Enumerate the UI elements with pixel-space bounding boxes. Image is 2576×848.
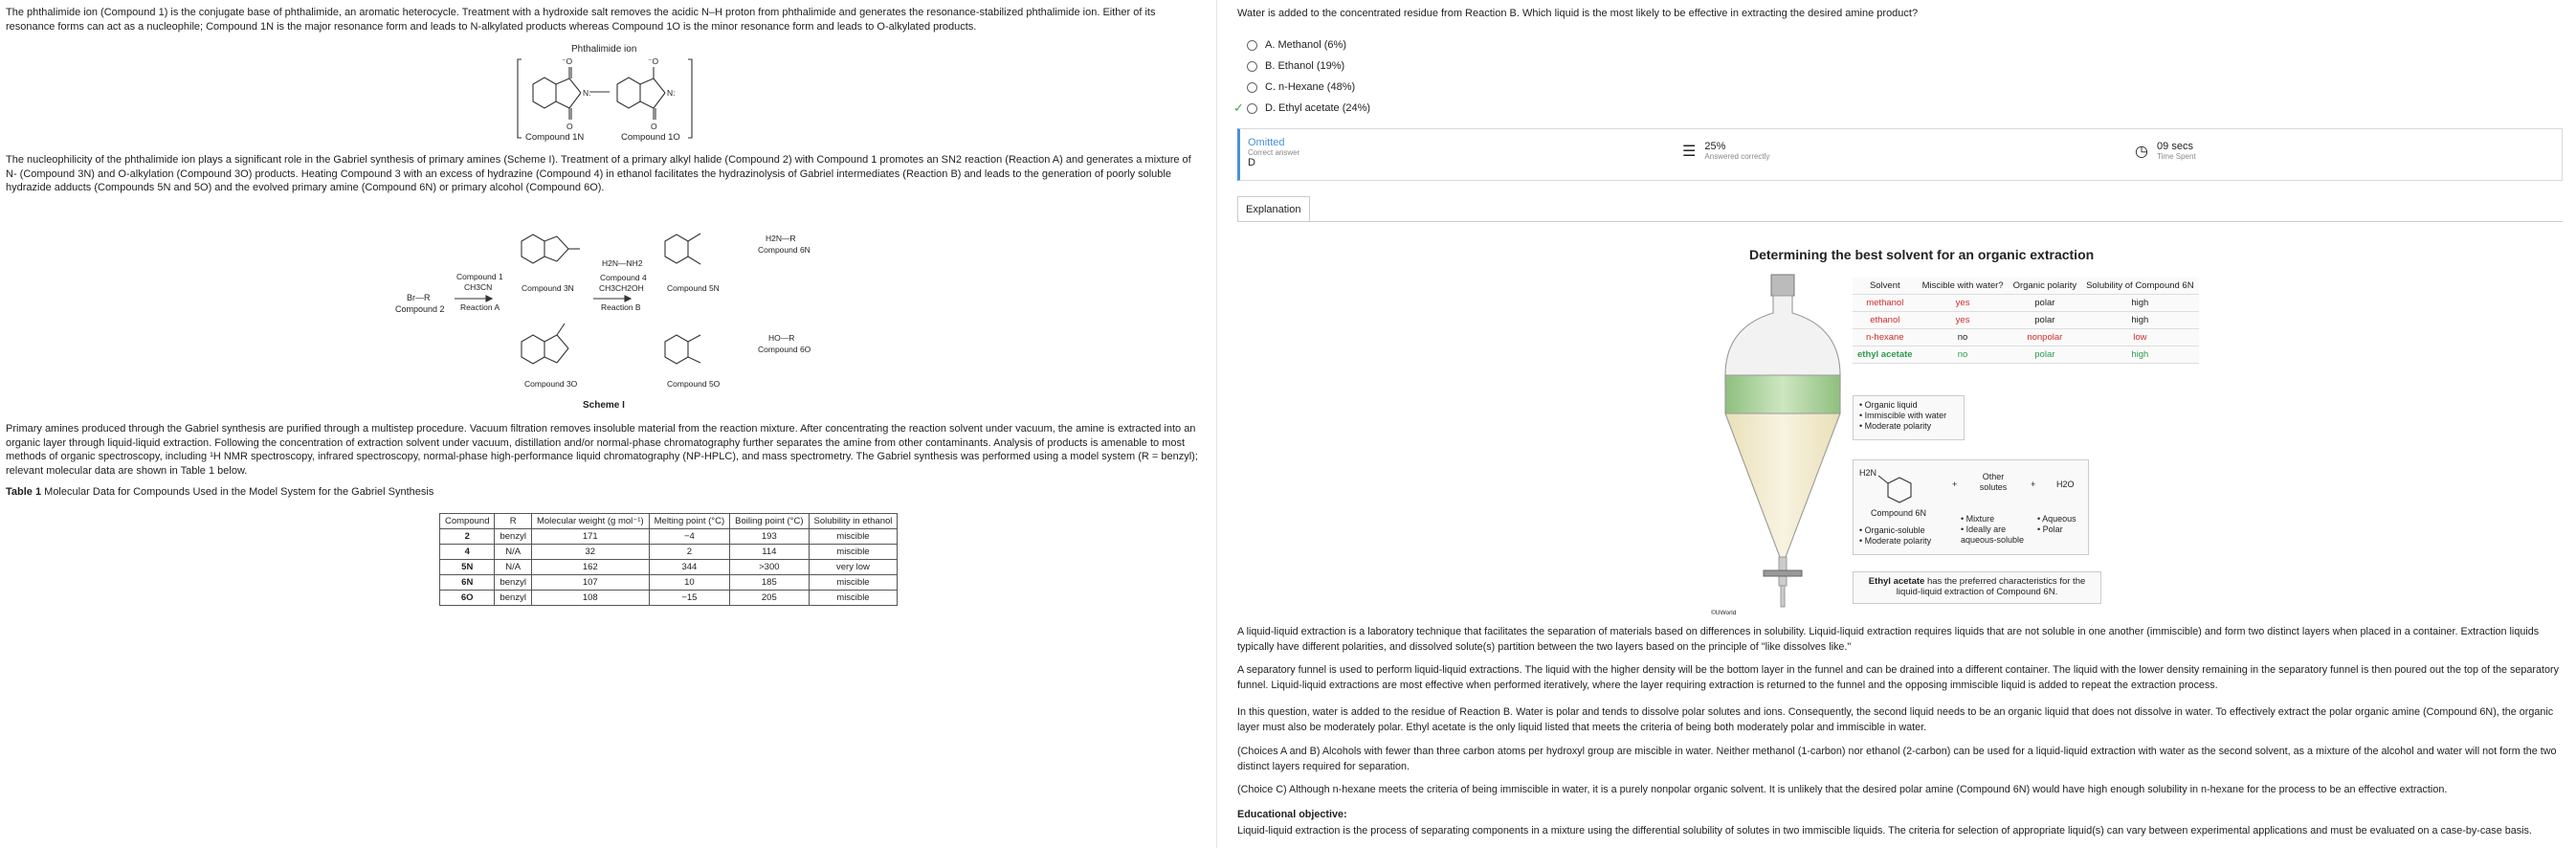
table-cell: benzyl <box>495 591 531 606</box>
plus-sign: + <box>2031 480 2036 489</box>
explanation-paragraph-4: (Choices A and B) Alcohols with fewer than three carbon atoms per hydroxyl group are miscible in water. Neither methanol (1-carbon) nor ethanol (2-carbon) can be used for a liquid-liquid extraction with water as the second solvent, as a mixture of the alcohol and water will not form the two distinct layers required for separation. <box>1237 746 2557 772</box>
solvent-cell: low <box>2081 329 2198 346</box>
panel-divider <box>1216 0 1217 848</box>
separatory-funnel-illustration <box>1716 270 1850 614</box>
figure-title: Phthalimide ion <box>571 44 637 55</box>
svg-text:⁻O: ⁻O <box>648 56 659 66</box>
molecular-data-table <box>439 513 898 606</box>
table-cell: very low <box>809 560 898 575</box>
solvent-row <box>1853 312 2199 329</box>
solvent-cell: no <box>1918 329 2009 346</box>
table-cell: 10 <box>649 575 730 591</box>
explanation-figure-title: Determining the best solvent for an organic extraction <box>1749 247 2095 262</box>
percent-label: Answered correctly <box>1704 152 1770 161</box>
table-cell: N/A <box>495 560 531 575</box>
table-cell: 2 <box>649 545 730 560</box>
resonance-structures <box>514 56 696 142</box>
table-header-cell: Melting point (°C) <box>649 514 730 529</box>
svg-text:N:: N: <box>667 88 676 98</box>
table-cell: miscible <box>809 529 898 545</box>
svg-text:⁻O: ⁻O <box>562 56 573 66</box>
caption-compound-1n: Compound 1N <box>525 132 585 143</box>
solvent-cell: high <box>2081 295 2198 312</box>
solvent-table-header <box>1853 278 2199 295</box>
table-cell: N/A <box>495 545 531 560</box>
table-cell: 162 <box>531 560 649 575</box>
reaction-a-label: Reaction A <box>460 302 500 312</box>
choice-c[interactable] <box>1247 77 1370 98</box>
reagent-a2: CH3CN <box>464 282 493 292</box>
bullet-immiscible: • Immiscible with water <box>1859 411 1947 420</box>
status-block <box>1248 137 1299 168</box>
table-cell: miscible <box>809 575 898 591</box>
table-cell: benzyl <box>495 529 531 545</box>
choice-label: A. Methanol (6%) <box>1265 39 1346 51</box>
table-cell: −4 <box>649 529 730 545</box>
table-cell: miscible <box>809 591 898 606</box>
compound-6o-formula: HO—R <box>768 333 795 343</box>
table-row <box>440 560 898 575</box>
time-label: Time Spent <box>2157 152 2196 161</box>
table-caption <box>6 485 1202 500</box>
svg-text:O: O <box>651 122 657 131</box>
bullet-amine-polarity: • Moderate polarity <box>1859 536 1932 546</box>
table-header-cell: Boiling point (°C) <box>730 514 809 529</box>
percent-block <box>1682 141 1769 161</box>
reagent-a1: Compound 1 <box>456 272 503 281</box>
table-header-row <box>440 514 898 529</box>
compound-5o-label: Compound 5O <box>667 379 721 389</box>
solvent-cell: nonpolar <box>2009 329 2082 346</box>
compound-6n-formula: H2N—R <box>766 234 796 243</box>
solvent-table <box>1853 278 2199 364</box>
conclusion-solvent: Ethyl acetate <box>1868 576 1925 587</box>
passage-paragraph-2: The nucleophilicity of the phthalimide ion plays a significant role in the Gabriel synthesis of primary amines (Scheme I). Treatment of a primary alkyl halide (Compound 2) with Compound 1 promotes an SN2 reaction (Reaction A) and generates a mixture of N- (Compound 3N) and O-alkylation (Compound 3O) products. Heating Compound 3 with an excess of hydrazine (Compound 4) in ethanol facilitates the hydrazinolysis of Gabriel intermediates (Reaction B) and leads to the generation of poorly soluble hydrazide adducts (Compounds 5N and 5O) and the evolved primary amine (Compound 6N) or primary alcohol (Compound 6O). <box>6 154 1191 193</box>
solvent-header-cell: Solvent <box>1853 278 1918 295</box>
caption-compound-1o: Compound 1O <box>621 132 680 143</box>
table-cell: 107 <box>531 575 649 591</box>
bar-chart-icon: ☰ <box>1682 143 1697 160</box>
conclusion-text: has the preferred characteristics for the liquid-liquid extraction of Compound 6N. <box>1896 576 2086 597</box>
explanation-paragraph-2: A separatory funnel is used to perform liquid-liquid extractions. The liquid with the higher density will be the bottom layer in the funnel and can be drained into a different container. The liquid with the lower density remaining in the separatory funnel is then poured out the top of the separatory funnel. Liquid-liquid extractions are most effective when performed iteratively, where the layer requiring extraction is returned to the funnel and the opposing immiscible liquid is added to repeat the extraction process. <box>1237 664 2560 691</box>
correct-check-icon: ✓ <box>1233 100 1244 115</box>
reaction-b-label: Reaction B <box>601 302 641 312</box>
table-cell: 2 <box>440 529 495 545</box>
bullet-aqueous-soluble: • Ideally are aqueous-soluble <box>1961 524 2025 545</box>
bullet-aqueous: • Aqueous <box>2037 514 2076 524</box>
radio-button[interactable] <box>1247 40 1257 51</box>
table-cell: 185 <box>730 575 809 591</box>
radio-button[interactable] <box>1247 103 1257 114</box>
bullet-organic-soluble: • Organic-soluble <box>1859 525 1925 535</box>
passage-panel <box>0 0 1213 848</box>
correct-answer-value: D <box>1248 157 1255 168</box>
solvent-cell: no <box>1918 346 2009 364</box>
table-caption-text: Molecular Data for Compounds Used in the Model System for the Gabriel Synthesis <box>41 486 434 498</box>
choice-b[interactable] <box>1247 56 1370 77</box>
table-cell: miscible <box>809 545 898 560</box>
svg-text:N:: N: <box>583 88 591 98</box>
other-solutes-label: Other solutes <box>1979 472 2008 492</box>
scheme-reactant: Br—R <box>407 293 431 302</box>
solvent-cell: high <box>2081 312 2198 329</box>
solvent-cell: polar <box>2009 312 2082 329</box>
correct-answer-label: Correct answer <box>1248 148 1300 157</box>
solvent-row <box>1853 346 2199 364</box>
passage-paragraph-3: Primary amines produced through the Gabriel synthesis are purified through a multistep procedure. Vacuum filtration removes insoluble material from the reaction mixture. After concentrating the reaction solvent under vacuum, the amine is extracted into an organic layer through liquid-liquid extraction. Following the concentration of extraction solvent under vacuum, distillation and/or normal-phase chromatography further separates the amine from other contaminants. Analysis of products is amenable to most methods of organic spectroscopy, including ¹H NMR spectroscopy, infrared spectroscopy, normal-phase high-performance liquid chromatography (NP-HPLC), and mass spectrometry. The Gabriel synthesis was performed using a model system (R = benzyl); relevant molecular data are shown in Table 1 below. <box>6 423 1198 477</box>
amine-group-label: H2N <box>1859 468 1877 478</box>
scheme-title: Scheme I <box>583 400 625 411</box>
reagent-b0: H2N—NH2 <box>602 258 643 268</box>
table-cell: 4 <box>440 545 495 560</box>
water-label: H2O <box>2056 480 2075 489</box>
solvent-cell: ethanol <box>1853 312 1918 329</box>
copyright-text: ©UWorld <box>1711 610 1737 616</box>
radio-button[interactable] <box>1247 61 1257 72</box>
percent-value: 25% <box>1704 141 1726 152</box>
solvent-cell: yes <box>1918 312 2009 329</box>
solvent-cell: polar <box>2009 346 2082 364</box>
explanation-paragraph-1: A liquid-liquid extraction is a laboratory technique that facilitates the separation of materials based on differences in solubility. Liquid-liquid extraction requires liquids that are not soluble in one another (immiscible) and form two distinct layers when placed in a container. Extraction liquids typically have different polarities, and dissolved solute(s) partition between the two layers based on the principle of "like dissolves like." <box>1237 626 2540 653</box>
scheme-compound-2: Compound 2 <box>395 304 445 314</box>
table-cell: 32 <box>531 545 649 560</box>
solvent-row <box>1853 295 2199 312</box>
answer-choices <box>1233 34 1371 119</box>
table-cell: 171 <box>531 529 649 545</box>
passage-paragraph-1: The phthalimide ion (Compound 1) is the conjugate base of phthalimide, an aromatic heterocycle. Treatment with a hydroxide salt removes the acidic N–H proton from phthalimide and generates the resonance-stabilized phthalimide ion. Either of its resonance forms can act as a nucleophile; Compound 1N is the major resonance form and leads to N-alkylated products whereas Compound 1O is the minor resonance form and leads to O-alkylated products. <box>6 7 1156 33</box>
solvent-cell: polar <box>2009 295 2082 312</box>
table-cell: 5N <box>440 560 495 575</box>
table-header-cell: Molecular weight (g mol⁻¹) <box>531 514 649 529</box>
question-panel <box>1233 0 2560 848</box>
solvent-header-cell: Organic polarity <box>2009 278 2082 295</box>
solutes-box <box>1853 459 2089 555</box>
educational-objective-text: Liquid-liquid extraction is the process of separating components in a mixture using the differential solubility of solutes in two immiscible liquids. The criteria for selection of appropriate liquid(s) can vary between experimental applications and must be evaluated on a case-by-case basis. <box>1237 825 2532 837</box>
solvent-header-cell: Miscible with water? <box>1918 278 2009 295</box>
compound-5n-label: Compound 5N <box>667 283 720 293</box>
solvent-cell: methanol <box>1853 295 1918 312</box>
table-cell: −15 <box>649 591 730 606</box>
conclusion-box <box>1853 571 2101 604</box>
question-text: Water is added to the concentrated residue from Reaction B. Which liquid is the most likely to be effective in extracting the desired amine product? <box>1237 8 1919 19</box>
table-header-cell: Solubility in ethanol <box>809 514 898 529</box>
table-row <box>440 591 898 606</box>
reagent-b1: Compound 4 <box>600 273 647 282</box>
compound-6o-label: Compound 6O <box>758 345 811 354</box>
benzylamine-structure <box>1876 464 1934 507</box>
solvent-cell: ethyl acetate <box>1853 346 1918 364</box>
solvent-cell: yes <box>1918 295 2009 312</box>
table-cell: 193 <box>730 529 809 545</box>
clock-icon: ◷ <box>2135 143 2148 160</box>
table-cell: benzyl <box>495 575 531 591</box>
bullet-mixture: • Mixture <box>1961 514 1995 524</box>
table-body <box>440 529 898 606</box>
bullet-organic: • Organic liquid <box>1859 400 1918 410</box>
compound-6n-label: Compound 6N <box>758 245 811 255</box>
solvent-header-cell: Solubility of Compound 6N <box>2081 278 2198 295</box>
compound-6n-caption: Compound 6N <box>1871 508 1927 518</box>
table-header-cell: Compound <box>440 514 495 529</box>
reagent-b2: CH3CH2OH <box>599 283 644 293</box>
compound-3o-label: Compound 3O <box>524 379 578 389</box>
choice-label: D. Ethyl acetate (24%) <box>1265 102 1371 114</box>
solvent-cell: high <box>2081 346 2198 364</box>
table-cell: 108 <box>531 591 649 606</box>
table-caption-label: Table 1 <box>6 486 42 498</box>
solvent-table-body <box>1853 295 2199 364</box>
plus-sign: + <box>1952 480 1958 489</box>
bullet-polar: • Polar <box>2037 524 2063 534</box>
choice-d[interactable] <box>1233 98 1371 119</box>
explanation-paragraph-3: In this question, water is added to the residue of Reaction B. Water is polar and tends to dissolve polar solutes and ions. Consequently, the second liquid needs to be an organic liquid that does not dissolve in water. To effectively extract the polar organic amine (Compound 6N), the organic layer must also be moderately polar. Ethyl acetate is the only liquid listed that meets the criteria of being both moderately polar and immiscible in water. <box>1237 706 2554 733</box>
answer-stats-bar <box>1237 128 2563 181</box>
choice-a[interactable] <box>1247 34 1370 56</box>
table-cell: 114 <box>730 545 809 560</box>
explanation-paragraph-5: (Choice C) Although n-hexane meets the criteria of being immiscible in water, it is a purely nonpolar organic solvent. It is unlikely that the desired polar amine (Compound 6N) would have high enough solubility in n-hexane for the process to be an effective extraction. <box>1237 784 2448 795</box>
bullet-moderate-polarity: • Moderate polarity <box>1859 421 1932 431</box>
solvent-row <box>1853 329 2199 346</box>
tab-explanation[interactable]: Explanation <box>1237 196 1310 222</box>
table-row <box>440 575 898 591</box>
table-row <box>440 545 898 560</box>
table-cell: 6N <box>440 575 495 591</box>
table-cell: >300 <box>730 560 809 575</box>
svg-text:O: O <box>566 122 573 131</box>
table-cell: 205 <box>730 591 809 606</box>
organic-properties-box <box>1853 395 1965 440</box>
table-row <box>440 529 898 545</box>
table-cell: 6O <box>440 591 495 606</box>
solvent-cell: n-hexane <box>1853 329 1918 346</box>
radio-button[interactable] <box>1247 82 1257 93</box>
time-value: 09 secs <box>2157 141 2193 152</box>
time-block <box>2135 141 2196 161</box>
status-text: Omitted <box>1248 137 1285 148</box>
tab-underline <box>1237 221 2563 222</box>
choice-label: B. Ethanol (19%) <box>1265 60 1345 72</box>
educational-objective-title: Educational objective: <box>1237 809 1347 820</box>
table-cell: 344 <box>649 560 730 575</box>
choice-label: C. n-Hexane (48%) <box>1265 81 1356 93</box>
compound-3n-label: Compound 3N <box>522 283 574 293</box>
table-header-cell: R <box>495 514 531 529</box>
